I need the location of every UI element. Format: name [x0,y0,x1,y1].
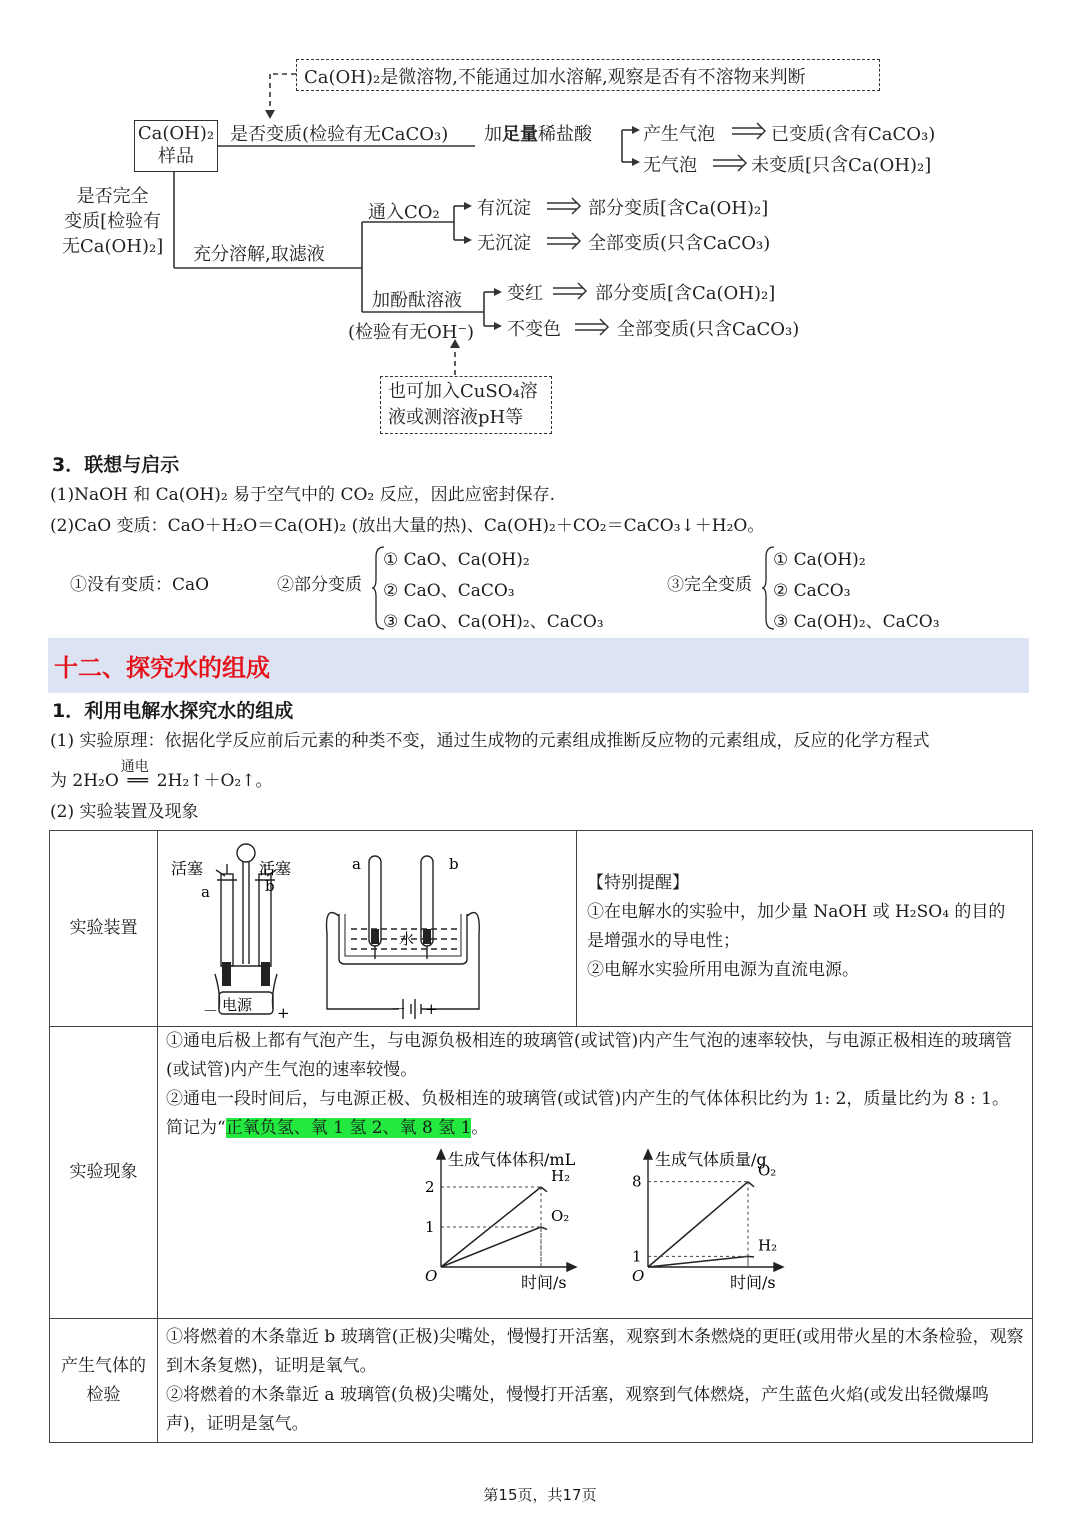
power-label: 电源 [222,995,253,1014]
partial-item: ① CaO、Ca(OH)₂ [383,550,530,570]
y-tick-label: 1 [425,1218,435,1236]
battery-minus: － [391,999,407,1018]
mass-xlabel: 时间/s [730,1273,776,1292]
q2-label [62,184,163,259]
sample-box [134,120,218,172]
co2-label: 通入CO₂ [368,202,440,223]
electrode-b [261,962,270,986]
tip-2: ②电解水实验所用电源为直流电源。 [587,960,859,980]
check-1: ①将燃着的木条靠近 b 玻璃管(正极)尖嘴处，慢慢打开活塞，观察到木条燃烧的更旺(或用带火星的木条检验，观察到木条复燃)，证明是氧气。 [166,1326,1024,1376]
check-2: ②将燃着的木条靠近 a 玻璃管(负极)尖嘴处，慢慢打开活塞，观察到气体燃烧，产生蓝色火焰(或发出轻微爆鸣声)，证明是氢气。 [166,1384,989,1434]
bottom-note-box [380,376,552,434]
acid-pre: 加 [484,124,502,145]
minus-sign: － [203,1001,219,1020]
precip-label: 有沉淀 [477,198,531,219]
partial-item: ③ CaO、Ca(OH)₂、CaCO₃ [383,612,604,632]
section3-p2: (2)CaO 变质：CaO＋H₂O＝Ca(OH)₂ (放出大量的热)、Ca(OH)₂＋CO₂＝CaCO₃↓＋H₂O。 [50,516,765,536]
tube-label-b: b [449,854,459,873]
row2-label: 实验现象 [50,1027,158,1319]
apparatus-diagram [159,834,569,1024]
full-list [773,545,940,638]
q2-line1: 是否完全 [76,186,149,207]
top-note: Ca(OH)₂是微溶物,不能通过加水溶解,观察是否有不溶物来判断 [304,67,806,88]
bubbles-result: 已变质(含有CaCO₃) [771,124,936,145]
table-row [50,1027,1033,1319]
series-label: O₂ [551,1207,570,1225]
label-a: a [201,882,210,901]
oh-check-label: (检验有无OH⁻) [348,322,474,343]
no-precip-label: 无沉淀 [477,233,531,254]
tip-1: ①在电解水的实验中，加少量 NaOH 或 H₂SO₄ 的目的是增强水的导电性； [587,902,1006,951]
series-line-1 [648,1182,748,1267]
volume-xlabel: 时间/s [521,1273,567,1292]
mass-origin: O [632,1267,645,1285]
tip-cell [577,831,1033,1027]
mnemonic-highlight: 正氧负氢、氧 1 氢 2、氧 8 氢 1 [225,1118,472,1138]
sample-line1: Ca(OH)₂ [137,123,215,144]
tube-electrode-b [423,929,431,944]
obs-2-pre: ②通电一段时间后，与电源正极、负极相连的玻璃管(或试管)内产生的气体体积比约为 1: 2，质量比约为 8 : 1。简记为“ [166,1089,1010,1138]
full-label: ③完全变质 [667,575,752,595]
series-label: H₂ [758,1236,778,1255]
tube-label-a: a [352,854,361,873]
sample-line2: 样品 [158,146,194,167]
check-cell [158,1319,1033,1443]
water-label: 水 [399,929,415,948]
mass-chart [618,1145,808,1293]
partial-item: ② CaO、CaCO₃ [383,581,515,601]
q1-label: 是否变质(检验有无CaCO₃) [230,124,449,145]
sub1-title: 1．利用电解水探究水的组成 [52,700,294,722]
observation-cell [158,1027,1033,1319]
obs-1: ①通电后极上都有气泡产生，与电源负极相连的玻璃管(或试管)内产生气泡的速率较快，与电源正极相连的玻璃管(或试管)内产生气泡的速率较慢。 [166,1031,1013,1080]
principle-post: 2H₂↑＋O₂↑。 [156,771,273,791]
acid-bold: 足量 [502,124,538,145]
page-footer: 第15页，共17页 [483,1486,597,1504]
y-tick-label: 1 [632,1247,642,1266]
volume-ylabel: 生成气体体积/mL [448,1150,576,1169]
series-line-2 [441,1227,541,1267]
series-line-ext [748,1256,754,1257]
no-color-result: 全部变质(只含CaCO₃) [617,319,800,340]
bottom-note-line1: 也可加入CuSO₄溶 [388,381,538,402]
red-label: 变红 [507,283,543,304]
equation-sign: 通电 ══ [119,768,157,794]
q2-line2: 变质[检验有 [64,211,162,232]
series-line-ext [748,1182,754,1187]
mass-ylabel: 生成气体质量/g [655,1150,767,1169]
experiment-table [49,830,1033,1443]
phenol-label: 加酚酞溶液 [372,290,462,311]
section12-banner [48,638,1029,693]
row1-label: 实验装置 [50,831,158,1027]
series-line-ext [541,1227,547,1229]
plus-sign: + [277,1003,290,1022]
series-label: O₂ [758,1161,777,1180]
stopcock-left: 活塞 [171,858,204,878]
apparatus-cell [158,831,577,1027]
principle-line2 [50,759,273,794]
table-row [50,831,1033,1027]
series-line-ext [541,1187,547,1192]
acid-label [484,120,592,146]
full-item: ② CaCO₃ [773,581,851,601]
sub2-title: (2) 实验装置及现象 [50,802,199,822]
partial-label: ②部分变质 [277,575,362,595]
table-row [50,1319,1033,1443]
no-color-label: 不变色 [507,319,561,340]
electrode-a [222,962,231,986]
y-tick-label: 8 [632,1172,642,1191]
no-precip-result: 全部变质(只含CaCO₃) [588,233,771,254]
y-tick-label: 2 [425,1178,435,1196]
label-b: b [265,876,275,895]
obs-2-post: 。 [471,1118,489,1138]
principle-line1: (1) 实验原理：依据化学反应前后元素的种类不变，通过生成物的元素组成推断反应物的元素组成，反应的化学方程式 [50,731,930,751]
partial-list [383,545,604,638]
obs-2 [166,1085,1024,1143]
section3-p1: (1)NaOH 和 Ca(OH)₂ 易于空气中的 CO₂ 反应，因此应密封保存. [50,485,556,505]
bubbles-label: 产生气泡 [643,124,715,145]
section12-title: 十二、探究水的组成 [54,654,270,682]
red-result: 部分变质[含Ca(OH)₂] [595,283,776,304]
none-changed: ①没有变质：CaO [70,575,210,595]
q2-line3: 无Ca(OH)₂] [62,236,164,257]
top-note-box [296,59,880,91]
volume-chart [411,1145,601,1293]
principle-pre: 为 2H₂O [50,771,119,791]
bottom-note-line2: 液或测溶液pH等 [388,407,524,428]
stopcock-right: 活塞 [259,858,292,878]
volume-origin: O [425,1267,438,1285]
full-item: ① Ca(OH)₂ [773,550,866,570]
acid-post: 稀盐酸 [538,124,592,145]
charts-area [166,1143,1024,1291]
tip-title: 【特别提醒】 [587,873,689,893]
dissolve-label: 充分溶解,取滤液 [193,244,325,265]
no-bubbles-result: 未变质[只含Ca(OH)₂] [751,155,932,176]
series-label: H₂ [551,1167,571,1185]
condition: 通电 [120,759,149,775]
row3-label: 产生气体的检验 [50,1319,158,1443]
tube-electrode-a [371,929,379,944]
precip-result: 部分变质[含Ca(OH)₂] [588,198,769,219]
series-line-2 [648,1256,748,1267]
full-item: ③ Ca(OH)₂、CaCO₃ [773,612,940,632]
battery-plus: + [425,999,438,1018]
no-bubbles-label: 无气泡 [643,155,697,176]
section3-title: 3．联想与启示 [52,454,180,476]
